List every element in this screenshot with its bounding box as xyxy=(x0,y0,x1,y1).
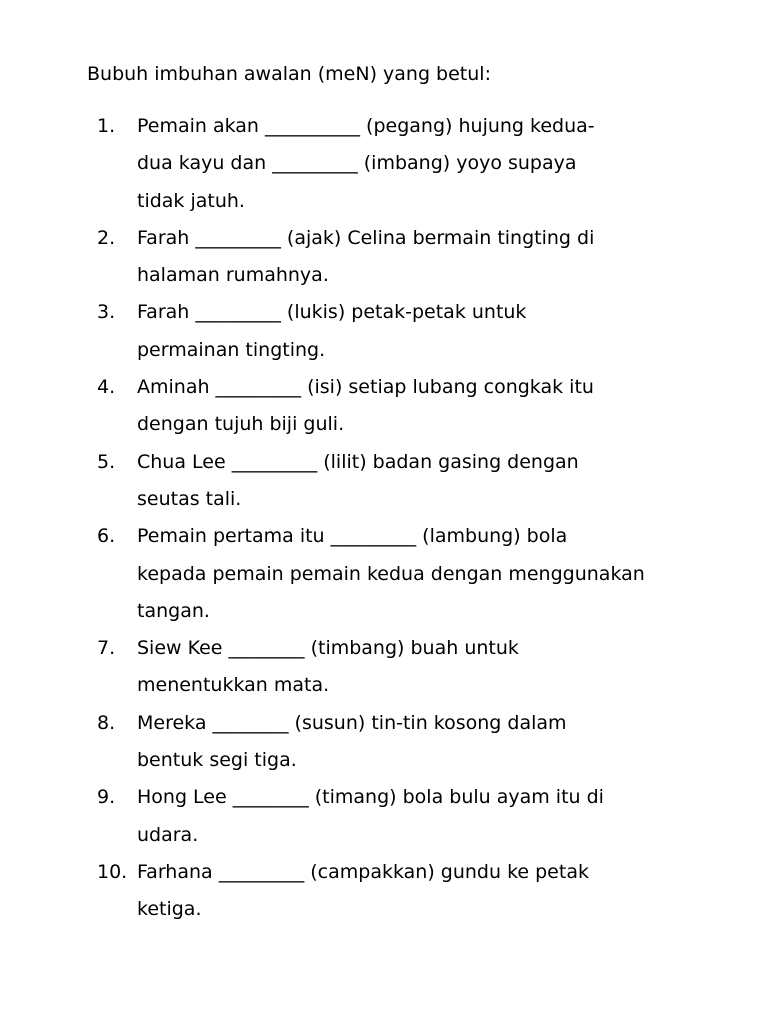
question-item xyxy=(97,444,737,519)
question-number: 6. xyxy=(97,525,116,548)
question-text-line: Chua Lee _________ (lilit) badan gasing dengan xyxy=(137,450,579,473)
question-number: 1. xyxy=(97,115,116,137)
question-text-line: tangan. xyxy=(137,599,210,622)
question-text-line: Farah _________ (lukis) petak-petak untuk xyxy=(137,301,527,324)
question-number: 8. xyxy=(97,711,116,734)
question-text-line: kepada pemain pemain kedua dengan menggunakan xyxy=(137,562,645,585)
question-text-line: bentuk segi tiga. xyxy=(137,749,297,772)
question-text-line: ketiga. xyxy=(137,898,202,921)
question-item xyxy=(97,779,737,854)
question-text-line: Aminah _________ (isi) setiap lubang congkak itu xyxy=(137,376,594,399)
worksheet-instruction: Bubuh imbuhan awalan (meN) yang betul: xyxy=(87,63,491,85)
question-item xyxy=(97,630,737,705)
question-number: 9. xyxy=(97,786,116,809)
question-text-line: Farah _________ (ajak) Celina bermain tingting di xyxy=(137,226,595,249)
question-text-line: udara. xyxy=(137,823,199,846)
question-item xyxy=(97,220,737,295)
question-text-line: Siew Kee ________ (timbang) buah untuk xyxy=(137,637,519,660)
question-text-line: Pemain pertama itu _________ (lambung) bola xyxy=(137,525,568,548)
question-text-line: permainan tingting. xyxy=(137,338,326,361)
question-item xyxy=(97,854,737,929)
question-list xyxy=(97,108,737,929)
question-text-line: menentukkan mata. xyxy=(137,674,330,697)
question-text-line: dengan tujuh biji guli. xyxy=(137,413,345,436)
question-number: 3. xyxy=(97,301,116,324)
question-number: 2. xyxy=(97,226,116,249)
question-number: 10. xyxy=(97,860,128,883)
question-text-line: Hong Lee ________ (timang) bola bulu ayam itu di xyxy=(137,786,604,809)
question-text-line: Farhana _________ (campakkan) gundu ke petak xyxy=(137,860,589,883)
question-number: 7. xyxy=(97,637,116,660)
question-number: 5. xyxy=(97,450,116,473)
question-item xyxy=(97,705,737,780)
question-text-line: halaman rumahnya. xyxy=(137,264,329,287)
question-text-line: Pemain akan __________ (pegang) hujung kedua- xyxy=(137,115,595,137)
question-number: 4. xyxy=(97,376,116,399)
question-item xyxy=(97,518,737,630)
question-text-line: seutas tali. xyxy=(137,487,242,510)
question-item xyxy=(97,294,737,369)
question-item xyxy=(97,108,737,220)
question-text-line: Mereka ________ (susun) tin-tin kosong dalam xyxy=(137,711,567,734)
question-text-line: tidak jatuh. xyxy=(137,189,245,212)
question-text-line: dua kayu dan _________ (imbang) yoyo supaya xyxy=(137,152,577,175)
question-item xyxy=(97,369,737,444)
